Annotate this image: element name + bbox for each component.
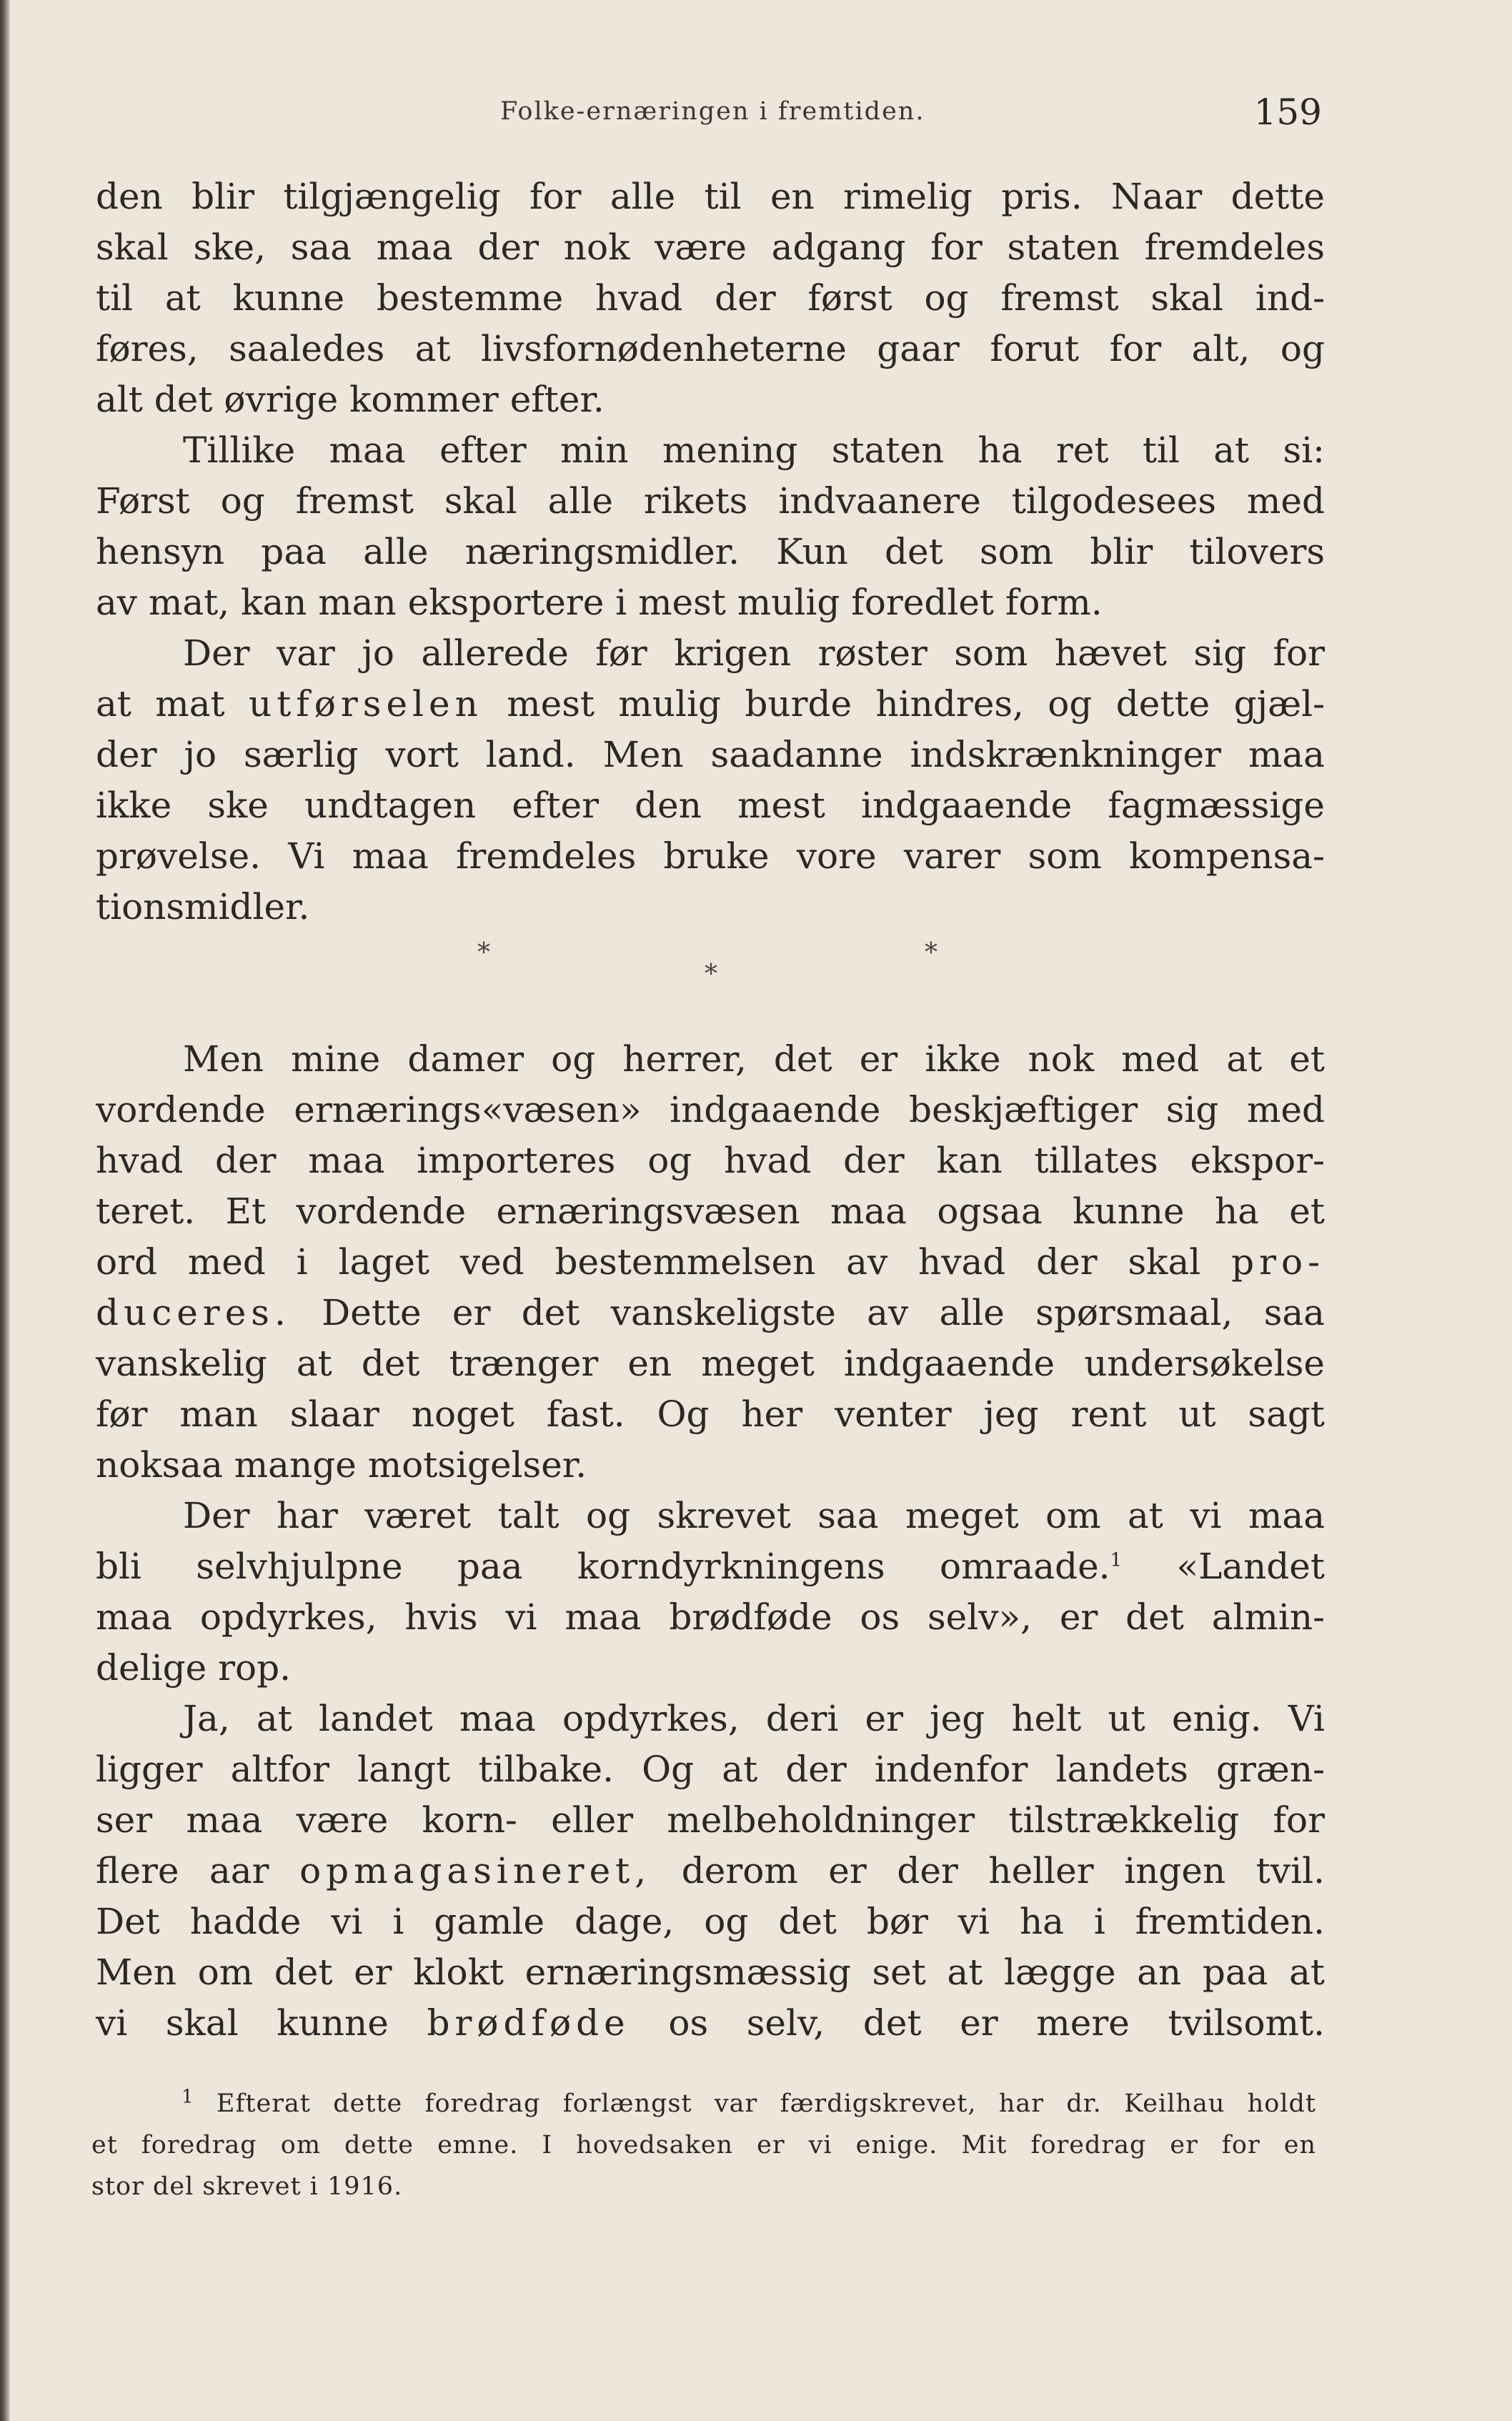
text-run: os selv, det er mere tvilsomt. [668, 2002, 1325, 2044]
text-line: tionsmidler. [96, 886, 310, 928]
text-line: Tillike maa efter min mening staten ha ret til at si: [183, 429, 1325, 471]
running-title: Folke-ernæringen i fremtiden. [500, 97, 925, 126]
footnote-line: et foredrag om dette emne. I hovedsaken er vi enige. Mit foredrag er for en [91, 2131, 1316, 2159]
text-line: der jo særlig vort land. Men saadanne indskrænkninger maa [96, 734, 1325, 775]
text-line: føres, saaledes at livsfornødenheterne gaar forut for alt, og [96, 328, 1325, 369]
text-line [96, 679, 1325, 730]
text-line [96, 1846, 1325, 1896]
text-run: bli selvhjulpne paa korndyrkningens omraade. [96, 1546, 1110, 1587]
page-binding-edge [0, 0, 10, 2421]
text-line: delige rop. [96, 1647, 291, 1689]
text-run: at mat [96, 683, 225, 725]
text-line: ikke ske undtagen efter den mest indgaaende fagmæssige [96, 785, 1325, 826]
text-line: Ja, at landet maa opdyrkes, deri er jeg helt ut enig. Vi [183, 1698, 1325, 1739]
asterisk-ornament: * [705, 960, 717, 989]
text-run: ord med i laget ved bestemmelsen av hvad der skal [96, 1241, 1201, 1283]
text-run: mest mulig burde hindres, og dette gjæl- [507, 683, 1325, 725]
text-line: ser maa være korn- eller melbeholdninger tilstrækkelig for [96, 1799, 1325, 1841]
asterisk-ornament: * [477, 938, 490, 968]
text-line: Men om det er klokt ernæringsmæssig set at lægge an paa at [96, 1952, 1325, 1993]
text-run: vi skal kunne [96, 2002, 389, 2044]
asterisk-ornament: * [925, 938, 937, 968]
text-line: av mat, kan man eksportere i mest mulig foredlet form. [96, 582, 1103, 623]
text-run: derom er der heller ingen tvil. [681, 1850, 1325, 1891]
text-line: før man slaar noget fast. Og her venter jeg rent ut sagt [96, 1393, 1325, 1435]
section-separator [96, 933, 1325, 1034]
page-number: 159 [1253, 91, 1322, 133]
text-line: Der har været talt og skrevet saa meget om at vi maa [183, 1495, 1325, 1536]
text-line: den blir tilgjængelig for alle til en rimelig pris. Naar dette [96, 176, 1325, 217]
text-line: maa opdyrkes, hvis vi maa brødføde os selv», er det almin- [96, 1596, 1325, 1638]
footnote-marker: 1 [181, 2086, 194, 2108]
text-run: Dette er det vanskeligste av alle spørsmaal, saa [322, 1292, 1325, 1333]
text-line: alt det øvrige kommer efter. [96, 379, 605, 420]
footnote-line: stor del skrevet i 1916. [91, 2172, 403, 2201]
emphasis-spaced: duceres. [96, 1292, 291, 1333]
text-line: noksaa mange motsigelser. [96, 1444, 587, 1486]
paragraph-6 [96, 1694, 1325, 2049]
text-line [96, 1541, 1325, 1592]
text-run: Efterat dette foredrag forlængst var færdigskrevet, har dr. Keilhau holdt [216, 2089, 1316, 2118]
text-line: Det hadde vi i gamle dage, og det bør vi ha i fremtiden. [96, 1901, 1325, 1942]
text-line [96, 1288, 1325, 1338]
text-line: prøvelse. Vi maa fremdeles bruke vore varer som kompensa- [96, 835, 1325, 877]
text-run: «Landet [1176, 1546, 1325, 1587]
text-line: til at kunne bestemme hvad der først og fremst skal ind- [96, 277, 1325, 319]
footnote-reference[interactable]: 1 [1110, 1549, 1123, 1571]
paragraph-4 [96, 1034, 1325, 1491]
text-line: vanskelig at det trænger en meget indgaaende undersøkelse [96, 1343, 1325, 1384]
paragraph-3 [96, 628, 1325, 933]
footnote [91, 2083, 1316, 2207]
text-line: Først og fremst skal alle rikets indvaanere tilgodesees med [96, 480, 1325, 522]
text-line [96, 1237, 1325, 1288]
paragraph-1 [96, 171, 1325, 425]
text-line [96, 1998, 1325, 2049]
footnote-line [91, 2083, 1316, 2124]
emphasis-spaced: brødføde [427, 2002, 630, 2044]
text-line: Men mine damer og herrer, det er ikke nok med at et [183, 1038, 1325, 1080]
page-header [93, 91, 1329, 134]
paragraph-5 [96, 1491, 1325, 1694]
emphasis-spaced: pro- [1231, 1241, 1325, 1283]
emphasis-spaced: utførselen [249, 683, 483, 725]
body-text [96, 171, 1325, 2049]
text-line: hvad der maa importeres og hvad der kan tillates ekspor- [96, 1140, 1325, 1181]
text-line: teret. Et vordende ernæringsvæsen maa ogsaa kunne ha et [96, 1190, 1325, 1232]
emphasis-spaced: opmagasineret, [299, 1850, 652, 1891]
text-line: skal ske, saa maa der nok være adgang for staten fremdeles [96, 227, 1325, 268]
text-line: Der var jo allerede før krigen røster som hævet sig for [183, 632, 1325, 674]
paragraph-2 [96, 425, 1325, 628]
text-run: flere aar [96, 1850, 269, 1891]
text-line: ligger altfor langt tilbake. Og at der indenfor landets græn- [96, 1749, 1325, 1790]
text-line: vordende ernærings«væsen» indgaaende beskjæftiger sig med [96, 1089, 1325, 1130]
text-line: hensyn paa alle næringsmidler. Kun det som blir tilovers [96, 531, 1325, 572]
